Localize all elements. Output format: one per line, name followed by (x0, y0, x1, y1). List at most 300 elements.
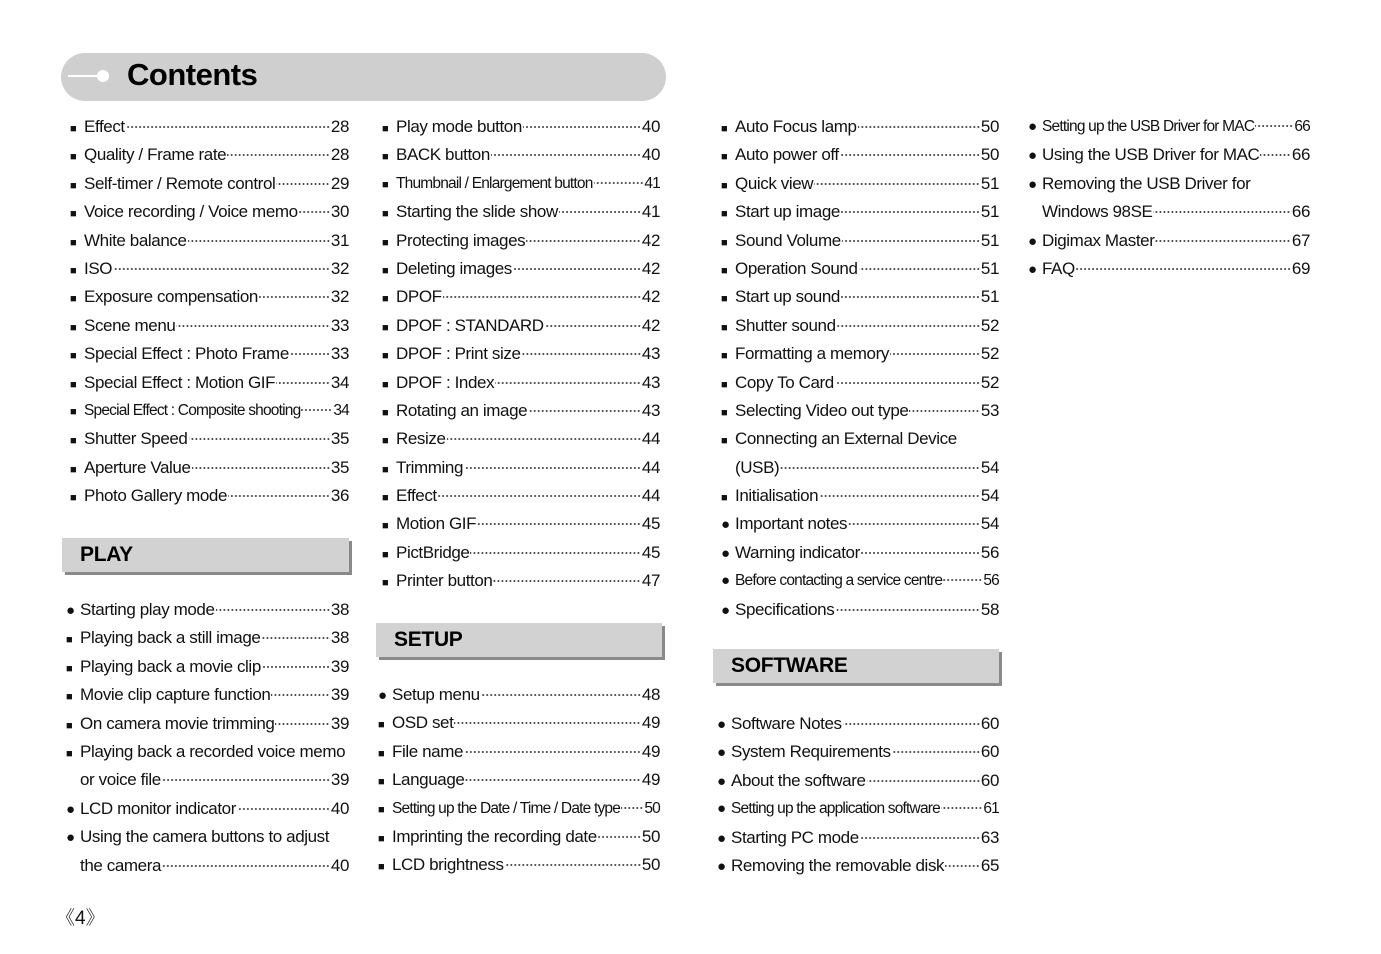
dot-leader (443, 296, 641, 298)
square-bullet-icon: ■ (70, 123, 77, 135)
toc-entry-page: 44 (641, 429, 660, 449)
toc-entry (717, 710, 999, 738)
toc-entry (382, 227, 660, 255)
dot-leader (493, 580, 640, 582)
toc-entry-page: 60 (980, 742, 999, 762)
square-bullet-icon: ■ (382, 548, 389, 561)
toc-entry-page: 63 (980, 827, 999, 847)
toc-entry (1028, 170, 1310, 198)
dot-leader (890, 353, 980, 355)
dot-leader (447, 438, 641, 440)
toc-entry-page: 28 (330, 117, 349, 136)
square-bullet-icon: ■ (66, 634, 73, 647)
circle-bullet-icon: ● (721, 601, 730, 619)
dot-leader (454, 722, 640, 724)
toc-entry (70, 482, 349, 510)
toc-entry-page: 51 (980, 230, 999, 250)
toc-entry-page: 66 (1291, 145, 1310, 165)
toc-entry (70, 340, 349, 368)
toc-entry (66, 681, 349, 709)
dot-leader (594, 182, 644, 184)
dot-leader (259, 296, 330, 298)
dot-leader (842, 240, 980, 242)
dot-leader (1153, 211, 1290, 213)
square-bullet-icon: ■ (70, 405, 76, 418)
square-bullet-icon: ■ (721, 179, 728, 192)
toc-entry (66, 795, 349, 823)
toc-entry-title: DPOF : Print size (396, 344, 521, 364)
circle-bullet-icon: ● (721, 572, 730, 590)
toc-entry (66, 710, 349, 738)
circle-bullet-icon: ● (1028, 147, 1037, 165)
toc-entry-page: 66 (1291, 202, 1310, 222)
toc-entry-title: Warning indicator (735, 542, 860, 562)
toc-entry-page: 45 (641, 514, 660, 534)
toc-entry-title: Playing back a recorded voice memo (80, 741, 346, 761)
dot-leader (176, 325, 329, 327)
dot-leader (162, 865, 330, 867)
toc-entry-title: Imprinting the recording date (392, 826, 597, 846)
dot-leader (858, 126, 980, 128)
toc-entry-title: Quick view (735, 173, 814, 193)
toc-entry-page: 54 (980, 486, 999, 506)
square-bullet-icon: ■ (378, 719, 385, 732)
dot-leader (843, 723, 980, 725)
toc-entry-title: Printer button (396, 571, 493, 591)
dot-leader (464, 751, 641, 753)
toc-entry (717, 795, 999, 823)
toc-entry (721, 113, 999, 141)
toc-entry-title: BACK button (396, 145, 490, 165)
toc-entry (70, 454, 349, 482)
toc-entry (1028, 255, 1310, 283)
dot-leader (621, 807, 643, 809)
toc-entry-title: Rotating an image (396, 400, 528, 420)
toc-entry-title: FAQ (1042, 258, 1075, 278)
toc-entry (1028, 141, 1310, 169)
square-bullet-icon: ■ (378, 832, 385, 845)
dot-leader (465, 779, 640, 781)
toc-entry-page: 35 (330, 457, 349, 477)
toc-entry (721, 227, 999, 255)
circle-bullet-icon: ● (1028, 260, 1037, 278)
circle-bullet-icon: ● (1028, 175, 1037, 193)
toc-entry-title: White balance (84, 230, 187, 250)
toc-entry-page: 69 (1291, 258, 1310, 278)
toc-entry (721, 539, 999, 567)
toc-entry-title: System Requirements (731, 742, 891, 762)
square-bullet-icon: ■ (382, 321, 389, 334)
toc-entry-page: 32 (330, 258, 349, 278)
toc-entry (1028, 198, 1310, 226)
toc-entry (382, 283, 660, 311)
toc-entry (382, 340, 660, 368)
toc-entry (721, 198, 999, 226)
toc-entry (382, 425, 660, 453)
toc-entry-title: Initialisation (735, 486, 819, 506)
toc-entry-title: Starting PC mode (731, 827, 859, 847)
toc-entry (1028, 227, 1310, 255)
toc-entry (382, 312, 660, 340)
toc-entry-title: Setting up the application software (731, 800, 940, 818)
circle-bullet-icon: ● (717, 744, 726, 762)
dot-leader (841, 211, 980, 213)
toc-entry-page: 56 (983, 572, 999, 590)
toc-entry (66, 653, 349, 681)
circle-bullet-icon: ● (717, 772, 726, 790)
toc-entry-title: Removing the removable disk (731, 855, 945, 875)
toc-entry (70, 227, 349, 255)
toc-entry-title: Auto Focus lamp (735, 117, 857, 136)
square-bullet-icon: ■ (721, 151, 728, 164)
square-bullet-icon: ■ (721, 123, 728, 135)
dot-leader (262, 666, 330, 668)
toc-entry (70, 198, 349, 226)
toc-entry (717, 852, 999, 880)
toc-entry-page: 43 (641, 372, 660, 392)
toc-entry-page: 31 (330, 230, 349, 250)
toc-entry (66, 823, 349, 851)
toc-entry (66, 766, 349, 794)
toc-entry-title: PictBridge (396, 542, 470, 562)
toc-entry-page: 49 (641, 770, 660, 790)
toc-entry-title: Start up sound (735, 287, 840, 307)
toc-entry-page: 39 (330, 685, 349, 705)
square-bullet-icon: ■ (378, 861, 385, 874)
toc-entry-page: 40 (330, 855, 349, 875)
toc-entry-title: Selecting Video out type (735, 400, 909, 420)
dot-leader (941, 807, 982, 809)
toc-entry-title: ISO (84, 258, 113, 278)
toc-entry-page: 47 (641, 571, 660, 591)
dot-leader (867, 780, 980, 782)
dot-leader (126, 126, 330, 128)
dot-leader (192, 467, 330, 469)
toc-entry (382, 454, 660, 482)
dot-leader (859, 268, 980, 270)
dot-leader (945, 865, 980, 867)
dot-leader (477, 523, 641, 525)
dot-leader (522, 353, 641, 355)
square-bullet-icon: ■ (70, 208, 77, 221)
toc-entry-page: 36 (330, 486, 349, 506)
toc-entry-title: Windows 98SE (1042, 202, 1153, 222)
toc-entry-page: 33 (330, 344, 349, 364)
toc-entry-title: Language (392, 770, 465, 790)
toc-entry-title: Self-timer / Remote control (84, 173, 276, 193)
toc-entry (382, 397, 660, 425)
toc-entry-title: On camera movie trimming (80, 713, 275, 733)
dot-leader (835, 382, 980, 384)
toc-entry-page: 60 (980, 770, 999, 790)
circle-bullet-icon: ● (1028, 118, 1037, 135)
toc-entry-page: 52 (980, 344, 999, 364)
toc-entry (721, 596, 999, 624)
toc-entry-page: 43 (641, 400, 660, 420)
dot-leader (860, 837, 980, 839)
toc-entry-page: 54 (980, 514, 999, 534)
square-bullet-icon: ■ (66, 691, 73, 704)
toc-entry-title: Special Effect : Composite shooting (84, 401, 301, 419)
section-heading-setup: SETUP (376, 623, 662, 657)
toc-entry-page: 30 (330, 202, 349, 222)
dot-leader (1260, 154, 1290, 156)
toc-entry (70, 312, 349, 340)
toc-entry-page: 42 (641, 315, 660, 335)
toc-entry (70, 255, 349, 283)
circle-bullet-icon: ● (378, 687, 387, 704)
toc-entry-title: Digimax Master (1042, 230, 1155, 250)
square-bullet-icon: ■ (382, 378, 389, 391)
toc-entry-page: 52 (980, 372, 999, 392)
toc-column-3-software (717, 710, 999, 880)
toc-entry (378, 766, 660, 794)
toc-entry (66, 624, 349, 652)
dot-leader (299, 211, 330, 213)
toc-entry (378, 681, 660, 709)
square-bullet-icon: ■ (721, 435, 728, 448)
toc-column-1-play (66, 596, 349, 880)
dot-leader (276, 183, 330, 185)
toc-entry-page: 50 (641, 826, 660, 846)
toc-entry (717, 767, 999, 795)
toc-entry (721, 283, 999, 311)
dot-leader (290, 353, 330, 355)
dot-leader (841, 296, 980, 298)
toc-entry-title: Motion GIF (396, 514, 477, 534)
toc-entry (721, 510, 999, 538)
toc-entry-title: Quality / Frame rate (84, 145, 227, 165)
dot-leader (943, 579, 982, 581)
square-bullet-icon: ■ (721, 321, 728, 334)
toc-entry-page: 58 (980, 599, 999, 619)
toc-entry (66, 596, 349, 624)
toc-entry-title: Auto power off (735, 145, 839, 165)
square-bullet-icon: ■ (382, 435, 389, 448)
toc-entry (378, 823, 660, 851)
toc-entry-page: 38 (330, 628, 349, 648)
toc-entry (378, 795, 660, 823)
toc-entry-page: 45 (641, 542, 660, 562)
square-bullet-icon: ■ (382, 520, 389, 533)
square-bullet-icon: ■ (70, 463, 77, 476)
toc-entry-title: Scene menu (84, 315, 176, 335)
toc-entry-page: 38 (330, 600, 349, 619)
toc-entry-title: Movie clip capture function (80, 685, 271, 705)
toc-entry (721, 170, 999, 198)
toc-entry (382, 255, 660, 283)
toc-entry (382, 539, 660, 567)
toc-entry-title: Operation Sound (735, 258, 858, 278)
toc-entry (70, 283, 349, 311)
toc-entry-page: 44 (641, 457, 660, 477)
dot-leader (837, 325, 980, 327)
toc-entry-title: OSD set (392, 713, 454, 733)
dot-leader (892, 751, 980, 753)
toc-entry-page: 49 (641, 713, 660, 733)
dot-leader (438, 495, 641, 497)
toc-entry-title: Software Notes (731, 714, 842, 733)
toc-entry (70, 170, 349, 198)
toc-entry-page: 60 (980, 714, 999, 733)
toc-entry (1028, 113, 1310, 141)
toc-entry (721, 482, 999, 510)
square-bullet-icon: ■ (378, 776, 385, 789)
toc-entry (382, 198, 660, 226)
square-bullet-icon: ■ (382, 178, 388, 191)
square-bullet-icon: ■ (70, 321, 77, 334)
toc-entry-title: Special Effect : Motion GIF (84, 372, 276, 392)
toc-entry-title: Using the USB Driver for MAC (1042, 145, 1260, 165)
toc-entry (382, 369, 660, 397)
toc-entry-page: 28 (330, 145, 349, 165)
dot-leader (228, 495, 330, 497)
square-bullet-icon: ■ (721, 350, 728, 363)
toc-entry-page: 34 (333, 401, 349, 419)
square-bullet-icon: ■ (721, 378, 728, 391)
circle-bullet-icon: ● (721, 516, 730, 534)
toc-entry-page: 51 (980, 258, 999, 278)
toc-entry (721, 340, 999, 368)
toc-entry-page: 43 (641, 344, 660, 364)
toc-entry-page: 42 (641, 258, 660, 278)
toc-entry-title: Play mode button (396, 117, 522, 136)
toc-entry-title: Protecting images (396, 230, 526, 250)
toc-entry-page: 35 (330, 429, 349, 449)
square-bullet-icon: ■ (721, 492, 728, 505)
dot-leader (513, 268, 641, 270)
toc-entry (378, 709, 660, 737)
dot-leader (909, 410, 979, 412)
toc-entry (717, 824, 999, 852)
toc-entry-page: 67 (1291, 230, 1310, 250)
toc-entry-title: Playing back a still image (80, 628, 261, 648)
dot-leader (559, 211, 641, 213)
square-bullet-icon: ■ (721, 293, 728, 306)
toc-entry-title: Specifications (735, 599, 835, 619)
toc-entry (382, 113, 660, 141)
toc-entry-title: Playing back a movie clip (80, 656, 261, 676)
dot-leader (216, 609, 330, 611)
circle-bullet-icon: ● (717, 857, 726, 875)
toc-entry-page: 51 (980, 287, 999, 307)
dot-leader (840, 154, 980, 156)
dot-leader (545, 325, 641, 327)
dot-leader (528, 410, 641, 412)
toc-entry-title: Before contacting a service centre (735, 572, 943, 590)
toc-entry (382, 482, 660, 510)
dot-leader (523, 126, 641, 128)
dot-leader (464, 467, 641, 469)
toc-entry-page: 29 (330, 173, 349, 193)
toc-entry-title: Setting up the USB Driver for MAC (1042, 118, 1255, 135)
dot-leader (780, 467, 980, 469)
circle-bullet-icon: ● (717, 829, 726, 847)
dot-leader (189, 438, 330, 440)
toc-entry (382, 567, 660, 595)
toc-entry (721, 255, 999, 283)
toc-entry (382, 170, 660, 198)
circle-bullet-icon: ● (1028, 232, 1037, 250)
square-bullet-icon: ■ (70, 435, 77, 448)
dot-leader (848, 523, 980, 525)
toc-entry-page: 41 (641, 202, 660, 222)
toc-entry-page: 40 (641, 117, 660, 136)
dot-leader (819, 495, 980, 497)
toc-entry-page: 48 (641, 685, 660, 704)
square-bullet-icon: ■ (66, 747, 73, 760)
toc-entry-title: Using the camera buttons to adjust (80, 827, 330, 847)
circle-bullet-icon: ● (66, 829, 75, 847)
toc-entry-page: 41 (644, 174, 660, 192)
page-number: 《4》 (56, 908, 105, 929)
toc-entry-page: 39 (330, 770, 349, 790)
dot-leader (1155, 240, 1290, 242)
square-bullet-icon: ■ (721, 208, 728, 221)
circle-bullet-icon: ● (721, 544, 730, 562)
page-title: Contents (127, 57, 258, 92)
circle-bullet-icon: ● (717, 800, 726, 818)
toc-entry-title: (USB) (735, 457, 780, 477)
dot-leader (1255, 125, 1293, 127)
dot-leader (835, 609, 980, 611)
toc-entry-page: 49 (641, 741, 660, 761)
toc-entry-title: Formatting a memory (735, 344, 889, 364)
toc-entry (721, 567, 999, 595)
toc-column-3 (721, 113, 999, 624)
toc-entry-title: Photo Gallery mode (84, 486, 228, 506)
dot-leader (598, 836, 641, 838)
toc-entry (382, 141, 660, 169)
dot-leader (495, 382, 641, 384)
toc-entry (721, 454, 999, 482)
dot-leader (276, 382, 330, 384)
square-bullet-icon: ■ (66, 662, 73, 675)
dot-leader (162, 779, 330, 781)
toc-entry-page: 66 (1294, 118, 1310, 135)
toc-entry (66, 738, 349, 766)
dot-leader (275, 723, 329, 725)
circle-bullet-icon: ● (66, 800, 75, 818)
square-bullet-icon: ■ (382, 123, 389, 135)
toc-entry-page: 39 (330, 656, 349, 676)
square-bullet-icon: ■ (378, 803, 384, 816)
square-bullet-icon: ■ (70, 492, 77, 505)
toc-entry-title: DPOF : STANDARD (396, 315, 544, 335)
toc-entry-title: DPOF : Index (396, 372, 495, 392)
dot-leader (481, 694, 641, 696)
square-bullet-icon: ■ (70, 236, 77, 249)
toc-entry-page: 50 (980, 117, 999, 136)
toc-entry-title: or voice file (80, 770, 161, 790)
toc-entry-page: 54 (980, 457, 999, 477)
dot-leader (505, 864, 641, 866)
square-bullet-icon: ■ (382, 264, 389, 277)
toc-entry-page: 40 (641, 145, 660, 165)
toc-entry (70, 369, 349, 397)
toc-entry-page: 32 (330, 287, 349, 307)
dot-leader (188, 240, 330, 242)
dot-leader (261, 637, 329, 639)
toc-entry-title: Setting up the Date / Time / Date type (392, 799, 621, 817)
toc-entry-page: 42 (641, 287, 660, 307)
toc-entry-page: 53 (980, 400, 999, 420)
toc-entry-title: Shutter sound (735, 315, 836, 335)
square-bullet-icon: ■ (382, 208, 389, 221)
toc-entry-page: 33 (330, 315, 349, 335)
square-bullet-icon: ■ (378, 747, 385, 760)
toc-entry-title: Effect (396, 486, 437, 506)
